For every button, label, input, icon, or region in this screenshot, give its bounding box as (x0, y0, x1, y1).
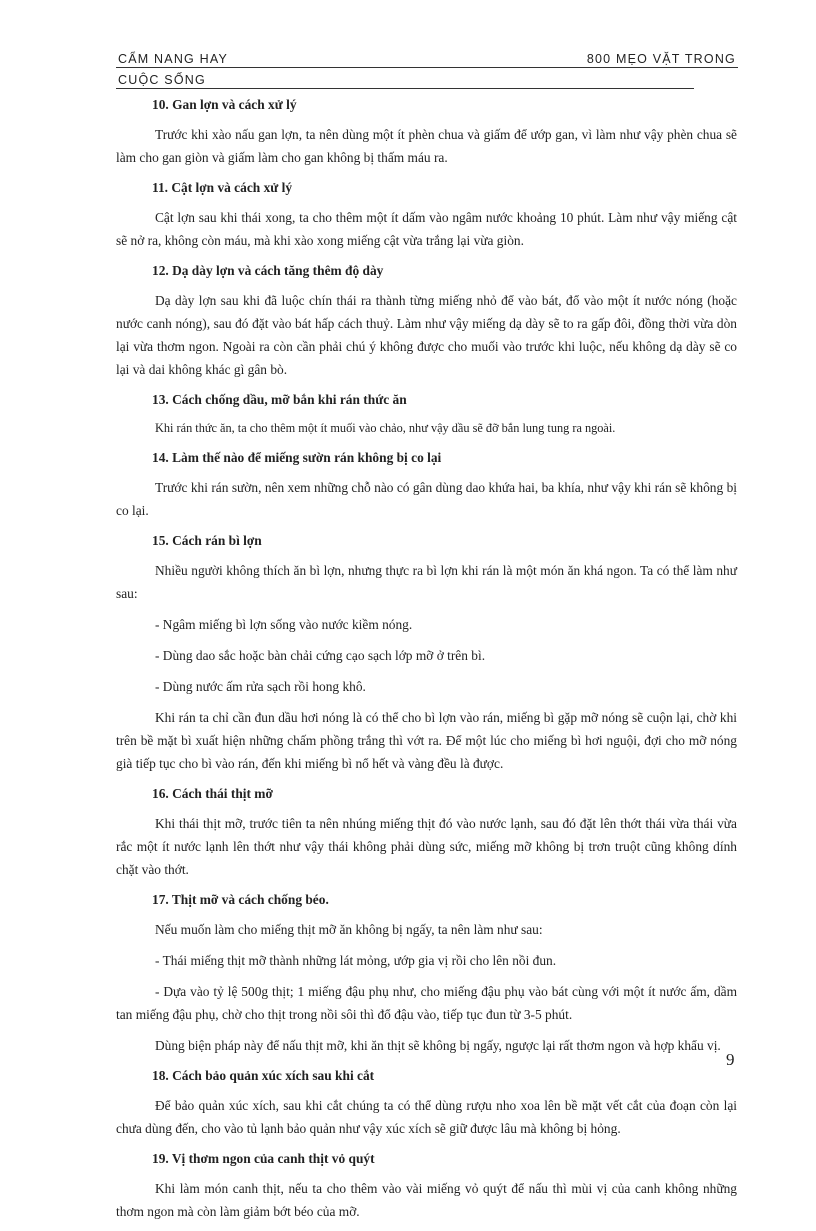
section-heading: 15. Cách rán bì lợn (152, 533, 262, 548)
section-heading: 17. Thịt mỡ và cách chống béo. (152, 892, 329, 907)
running-header (116, 52, 738, 68)
section-heading: 18. Cách bảo quản xúc xích sau khi cắt (152, 1068, 375, 1083)
paragraph: Nếu muốn làm cho miếng thịt mỡ ăn không bị ngấy, ta nên làm như sau: (155, 922, 543, 937)
section-heading: 12. Dạ dày lợn và cách tăng thêm độ dày (152, 263, 384, 278)
page-body (116, 94, 737, 1231)
paragraph: Khi làm món canh thịt, nếu ta cho thêm vào vài miếng vỏ quýt để nấu thì mùi vị của canh không những thơm ngon mà còn làm giảm bớt béo của mỡ. (116, 1181, 737, 1219)
paragraph: Trước khi xào nấu gan lợn, ta nên dùng một ít phèn chua và giấm để ướp gan, vì làm như vậy phèn chua sẽ làm cho gan giòn và giấm làm cho gan không bị thấm máu ra. (116, 127, 737, 165)
bullet-item: - Dựa vào tỷ lệ 500g thịt; 1 miếng đậu phụ như, cho miếng đậu phụ vào bát cùng với một ít nước ấm, dầm tan miếng đậu phụ, chờ cho thịt trong nồi sôi thì đổ đậu vào, tiếp tục đun từ 3-5 phút. (116, 984, 737, 1022)
section-heading: 10. Gan lợn và cách xử lý (152, 97, 297, 112)
header-left-title-continuation: CUỘC SỐNG (118, 73, 206, 87)
paragraph: Nhiều người không thích ăn bì lợn, nhưng thực ra bì lợn khi rán là một món ăn khá ngon. Ta có thể làm như sau: (116, 563, 737, 601)
bullet-item: - Dùng dao sắc hoặc bàn chải cứng cạo sạch lớp mỡ ở trên bì. (155, 648, 486, 663)
bullet-item: - Dùng nước ấm rửa sạch rồi hong khô. (155, 679, 366, 694)
header-right-title: 800 MẸO VẶT TRONG (586, 52, 736, 66)
paragraph: Dạ dày lợn sau khi đã luộc chín thái ra thành từng miếng nhỏ để vào bát, đổ vào một ít nước nóng (hoặc nước canh nóng), sau đó đặt vào bát hấp cách thuỷ. Làm như vậy miếng dạ dày sẽ to ra gấp đôi, đồng thời vừa dòn lại vừa thơm ngon. Ngoài ra còn cần phải chú ý không được cho muối vào trước khi luộc, nếu không dạ dày sẽ co lại và dai không khác gì gân bò. (116, 293, 737, 377)
paragraph: Khi rán ta chỉ cần đun dầu hơi nóng là có thể cho bì lợn vào rán, miếng bì gặp mỡ nóng sẽ cuộn lại, chờ khi trên bề mặt bì xuất hiện những chấm phồng trắng thì vớt ra. Để một lúc cho miếng bì hơi nguội, đợi cho mỡ nóng già tiếp tục cho bì vào rán, đến khi miếng bì nổ hết và vàng đều là được. (116, 710, 737, 771)
paragraph: Cật lợn sau khi thái xong, ta cho thêm một ít dấm vào ngâm nước khoảng 10 phút. Làm như vậy miếng cật sẽ nở ra, không còn máu, mà khi xào xong miếng cật vừa trắng lại vừa giòn. (116, 210, 737, 248)
page-number: 9 (726, 1050, 735, 1069)
section-heading: 19. Vị thơm ngon của canh thịt vỏ quýt (152, 1151, 375, 1166)
bullet-item: - Thái miếng thịt mỡ thành những lát mỏng, ướp gia vị rồi cho lên nồi đun. (155, 953, 557, 968)
section-heading: 14. Làm thế nào để miếng sườn rán không bị co lại (152, 450, 442, 465)
paragraph: Khi rán thức ăn, ta cho thêm một ít muối vào chảo, như vậy dầu sẽ đỡ bắn lung tung ra ngoài. (155, 421, 616, 435)
paragraph: Dùng biện pháp này để nấu thịt mỡ, khi ăn thịt sẽ không bị ngấy, ngược lại rất thơm ngon và hợp khẩu vị. (155, 1038, 721, 1053)
paragraph: Khi thái thịt mỡ, trước tiên ta nên nhúng miếng thịt đó vào nước lạnh, sau đó đặt lên thớt thái vừa thái vừa rắc một ít nước lạnh lên thớt như vậy thái không phải dùng sức, miếng mỡ không bị trơn truột cũng không dính chặt vào thớt. (116, 816, 737, 877)
paragraph: Trước khi rán sườn, nên xem những chỗ nào có gân dùng dao khứa hai, ba khía, như vậy khi rán sẽ không bị co lại. (116, 480, 737, 518)
section-heading: 11. Cật lợn và cách xử lý (152, 180, 293, 195)
paragraph: Để bảo quản xúc xích, sau khi cắt chúng ta có thể dùng rượu nho xoa lên bề mặt vết cắt của đoạn còn lại chưa dùng đến, cho vào tủ lạnh bảo quản như vậy xúc xích sẽ giữ được lâu mà không bị hỏng. (116, 1098, 737, 1136)
section-heading: 16. Cách thái thịt mỡ (152, 786, 273, 801)
running-header-line2 (116, 73, 694, 89)
section-heading: 13. Cách chống dầu, mỡ bắn khi rán thức ăn (152, 392, 407, 407)
bullet-item: - Ngâm miếng bì lợn sống vào nước kiềm nóng. (155, 617, 413, 632)
header-left-title: CẨM NANG HAY (118, 52, 229, 66)
